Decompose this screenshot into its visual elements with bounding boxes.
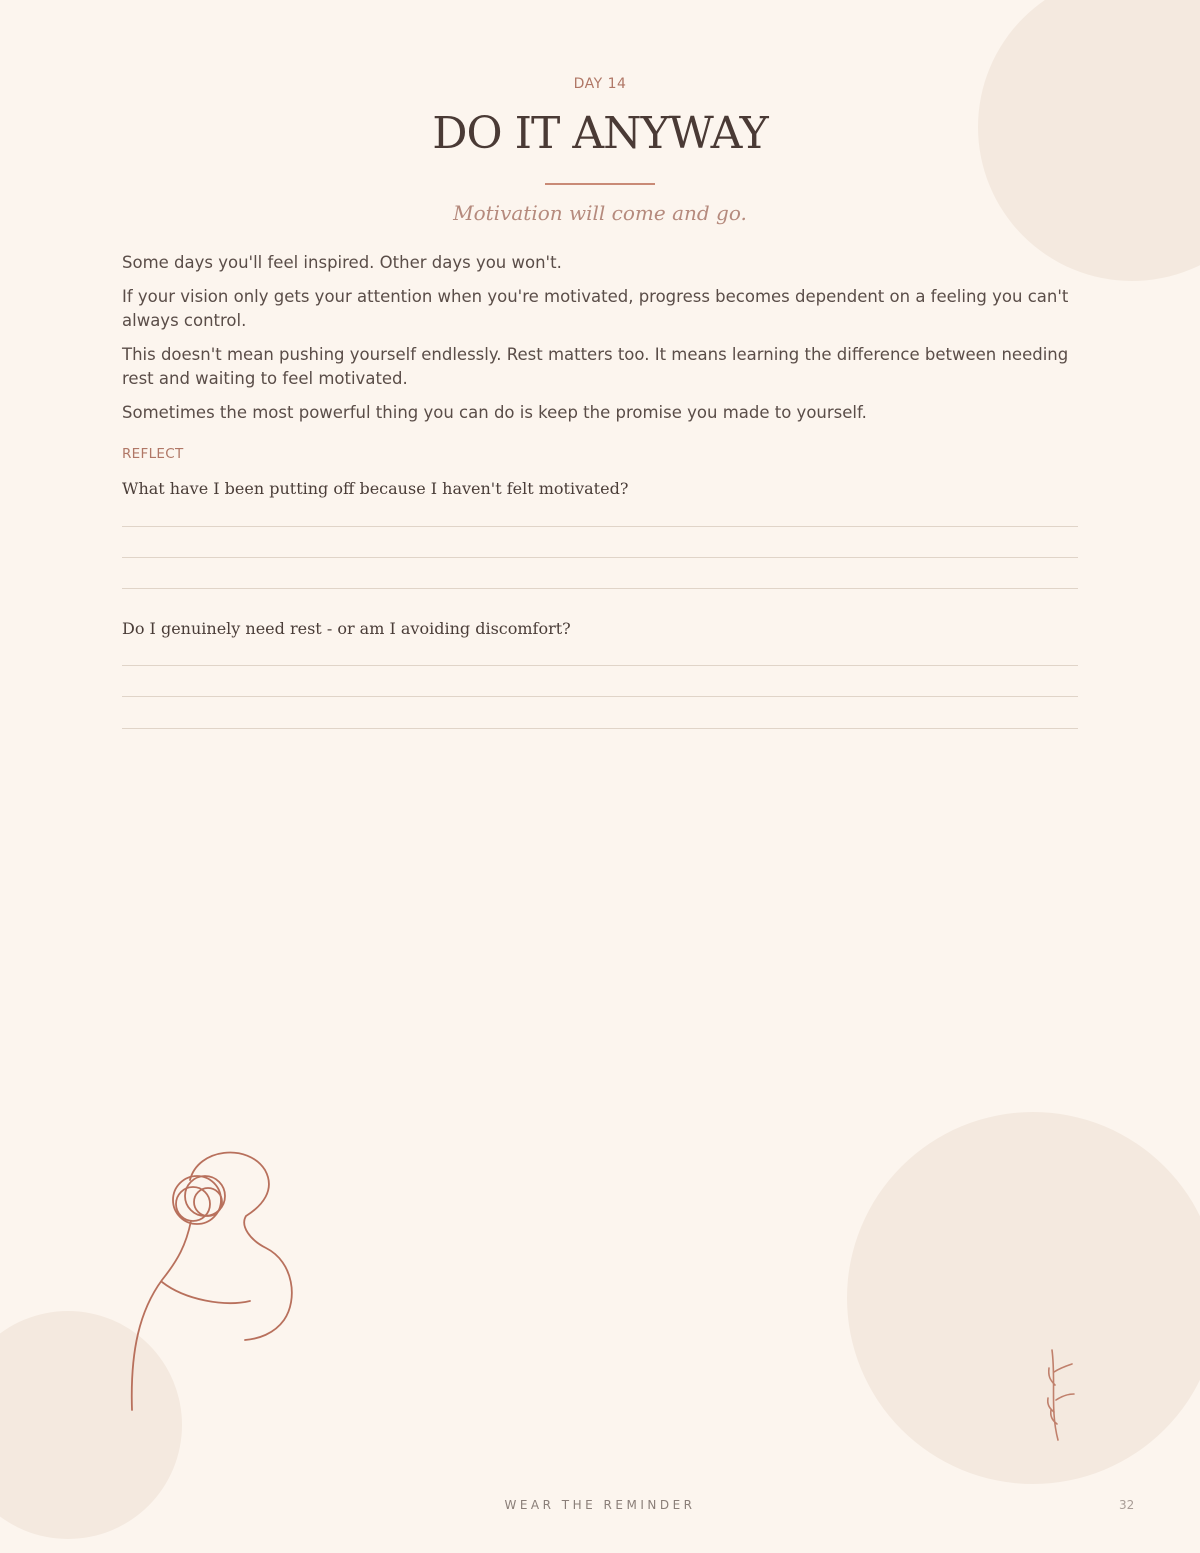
paragraph: Sometimes the most powerful thing you can do is keep the promise you made to yourself. <box>122 403 867 422</box>
page-number: 32 <box>1119 1498 1135 1512</box>
woman-line-art-icon <box>132 1153 292 1410</box>
paragraph: This doesn't mean pushing yourself endlessly. Rest matters too. It means learning the difference between needing rest and waiting to feel motivated. <box>122 345 1069 388</box>
reflection-question: Do I genuinely need rest - or am I avoiding discomfort? <box>122 619 571 638</box>
page-subtitle: Motivation will come and go. <box>453 201 747 225</box>
paragraph: If your vision only gets your attention when you're motivated, progress becomes dependent on a feeling you can't always control. <box>122 287 1069 330</box>
paragraph: Some days you'll feel inspired. Other days you won't. <box>122 253 562 272</box>
day-label: DAY 14 <box>573 76 627 92</box>
page-title: DO IT ANYWAY <box>432 108 768 159</box>
reflection-question: What have I been putting off because I haven't felt motivated? <box>122 479 629 498</box>
footer-brand: WEAR THE REMINDER <box>504 1498 696 1512</box>
leaf-sprig-icon <box>1048 1350 1074 1440</box>
reflect-label: REFLECT <box>122 446 184 462</box>
